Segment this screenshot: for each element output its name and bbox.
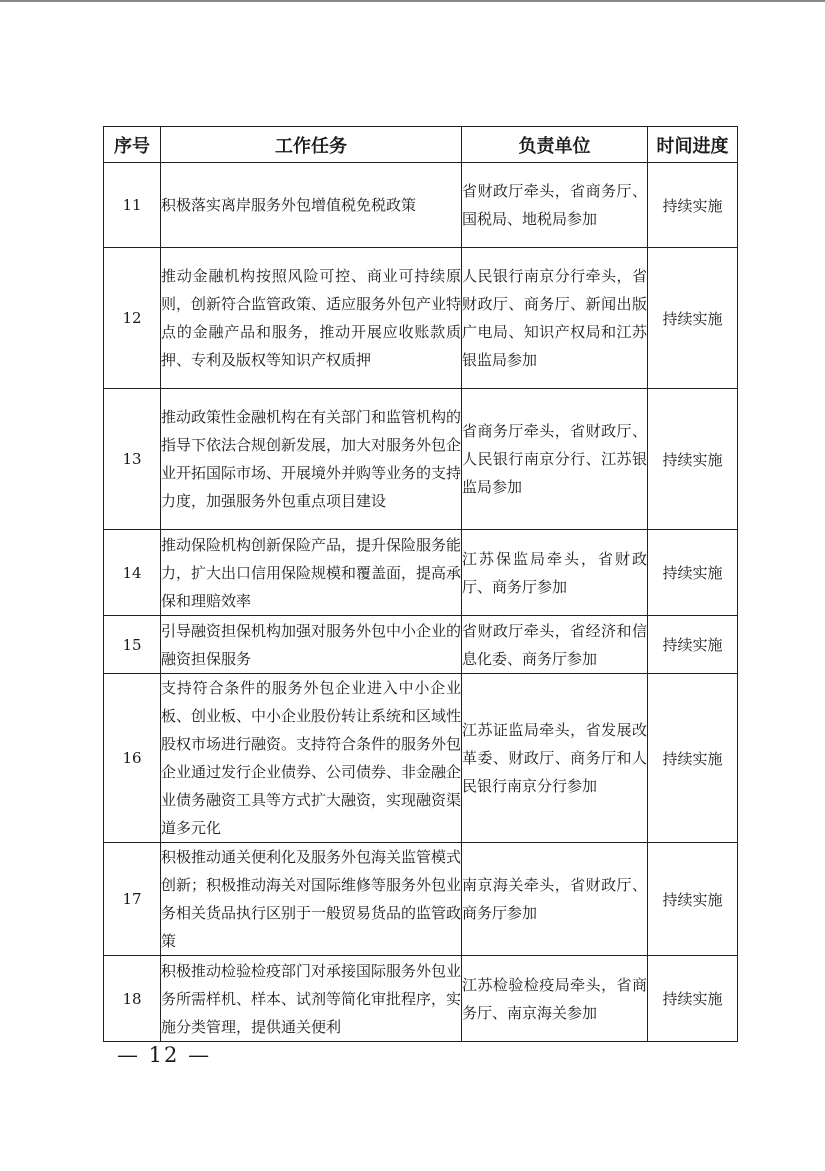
table-row bbox=[104, 843, 738, 956]
row-seq: 13 bbox=[104, 389, 161, 530]
table-row bbox=[104, 389, 738, 530]
row-task: 引导融资担保机构加强对服务外包中小企业的融资担保服务 bbox=[161, 616, 462, 674]
scan-top-edge bbox=[0, 0, 825, 2]
row-task: 推动金融机构按照风险可控、商业可持续原则，创新符合监管政策、适应服务外包产业特点的金融产品和服务，推动开展应收账款质押、专利及版权等知识产权质押 bbox=[161, 248, 462, 389]
row-task: 积极落实离岸服务外包增值税免税政策 bbox=[161, 163, 462, 248]
row-seq: 15 bbox=[104, 616, 161, 674]
row-unit: 省财政厅牵头，省经济和信息化委、商务厅参加 bbox=[462, 616, 648, 674]
table-header-row bbox=[104, 127, 738, 163]
row-task: 推动政策性金融机构在有关部门和监管机构的指导下依法合规创新发展，加大对服务外包企业开拓国际市场、开展境外并购等业务的支持力度，加强服务外包重点项目建设 bbox=[161, 389, 462, 530]
row-task: 积极推动检验检疫部门对承接国际服务外包业务所需样机、样本、试剂等简化审批程序，实施分类管理，提供通关便利 bbox=[161, 956, 462, 1042]
row-progress: 持续实施 bbox=[648, 530, 738, 616]
row-unit: 省商务厅牵头，省财政厅、人民银行南京分行、江苏银监局参加 bbox=[462, 389, 648, 530]
row-progress: 持续实施 bbox=[648, 956, 738, 1042]
work-task-table bbox=[103, 126, 738, 1042]
table-row bbox=[104, 956, 738, 1042]
table-row bbox=[104, 248, 738, 389]
row-seq: 18 bbox=[104, 956, 161, 1042]
table-row bbox=[104, 616, 738, 674]
header-task: 工作任务 bbox=[161, 127, 462, 163]
row-seq: 17 bbox=[104, 843, 161, 956]
row-seq: 11 bbox=[104, 163, 161, 248]
row-progress: 持续实施 bbox=[648, 163, 738, 248]
row-progress: 持续实施 bbox=[648, 674, 738, 843]
row-unit: 江苏检验检疫局牵头，省商务厅、南京海关参加 bbox=[462, 956, 648, 1042]
page-number: — 12 — bbox=[117, 1043, 212, 1067]
row-seq: 16 bbox=[104, 674, 161, 843]
table-row bbox=[104, 674, 738, 843]
header-progress: 时间进度 bbox=[648, 127, 738, 163]
row-seq: 14 bbox=[104, 530, 161, 616]
row-progress: 持续实施 bbox=[648, 248, 738, 389]
row-unit: 江苏证监局牵头，省发展改革委、财政厅、商务厅和人民银行南京分行参加 bbox=[462, 674, 648, 843]
row-seq: 12 bbox=[104, 248, 161, 389]
row-unit: 省财政厅牵头，省商务厅、国税局、地税局参加 bbox=[462, 163, 648, 248]
row-progress: 持续实施 bbox=[648, 389, 738, 530]
row-progress: 持续实施 bbox=[648, 616, 738, 674]
table-row bbox=[104, 163, 738, 248]
table-row bbox=[104, 530, 738, 616]
row-unit: 人民银行南京分行牵头，省财政厅、商务厅、新闻出版广电局、知识产权局和江苏银监局参加 bbox=[462, 248, 648, 389]
row-task: 积极推动通关便利化及服务外包海关监管模式创新；积极推动海关对国际维修等服务外包业务相关货品执行区别于一般贸易货品的监管政策 bbox=[161, 843, 462, 956]
row-progress: 持续实施 bbox=[648, 843, 738, 956]
header-unit: 负责单位 bbox=[462, 127, 648, 163]
row-task: 支持符合条件的服务外包企业进入中小企业板、创业板、中小企业股份转让系统和区域性股权市场进行融资。支持符合条件的服务外包企业通过发行企业债券、公司债券、非金融企业债务融资工具等方式扩大融资，实现融资渠道多元化 bbox=[161, 674, 462, 843]
header-seq: 序号 bbox=[104, 127, 161, 163]
row-unit: 江苏保监局牵头，省财政厅、商务厅参加 bbox=[462, 530, 648, 616]
row-task: 推动保险机构创新保险产品，提升保险服务能力，扩大出口信用保险规模和覆盖面，提高承保和理赔效率 bbox=[161, 530, 462, 616]
row-unit: 南京海关牵头，省财政厅、商务厅参加 bbox=[462, 843, 648, 956]
